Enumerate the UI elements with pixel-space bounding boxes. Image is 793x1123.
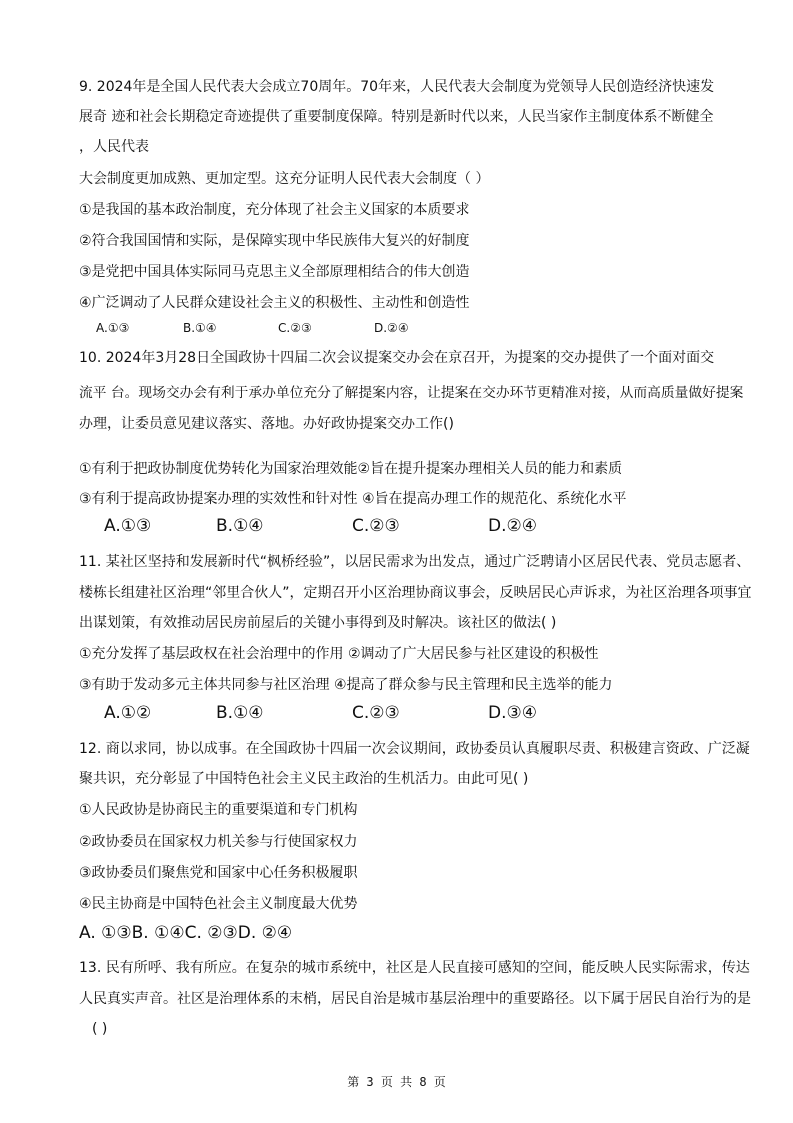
q11-option-d: D.③④ [488, 703, 537, 723]
q12-stem-line-2: 聚共识，充分彰显了中国特色社会主义民主政治的生机活力。由此可见( ) [79, 771, 529, 787]
q13-stem-line-1: 13. 民有所呼、我有所应。在复杂的城市系统中，社区是人民直接可感知的空间，能反映人民实际需求，传达 [79, 960, 750, 976]
q11-statement-3-4: ③有助于发动多元主体共同参与社区治理 ④提高了群众参与民主管理和民主选举的能力 [79, 677, 613, 693]
q9-option-b: B.①④ [183, 321, 217, 335]
q10-option-b: B.①④ [216, 516, 264, 536]
q11-option-c: C.②③ [352, 703, 400, 723]
q13-stem-line-2: 人民真实声音。社区是治理体系的末梢，居民自治是城市基层治理中的重要路径。以下属于居民自治行为的是 [79, 991, 751, 1007]
page-footer: 第 3 页 共 8 页 [347, 1075, 446, 1089]
q9-statement-3: ③是党把中国具体实际同马克思主义全部原理相结合的伟大创造 [79, 264, 470, 280]
q9-option-c: C.②③ [278, 321, 312, 335]
q9-stem-line-1: 9. 2024年是全国人民代表大会成立70周年。70年来，人民代表大会制度为党领导人民创造经济快速发 [79, 79, 715, 95]
q9-stem-line-3: ，人民代表 [79, 139, 149, 155]
q9-option-a: A.①③ [96, 321, 130, 335]
q12-statement-1: ①人民政协是协商民主的重要渠道和专门机构 [79, 802, 358, 818]
q10-option-d: D.②④ [488, 516, 537, 536]
q12-stem-line-1: 12. 商以求同，协以成事。在全国政协十四届一次会议期间，政协委员认真履职尽责、积极建言资政、广泛凝 [79, 741, 750, 757]
q11-stem-line-3: 出谋划策，有效推动居民房前屋后的关键小事得到及时解决。该社区的做法( ) [79, 615, 557, 631]
q9-statement-4: ④广泛调动了人民群众建设社会主义的积极性、主动性和创造性 [79, 295, 470, 311]
q10-option-a: A.①③ [104, 516, 152, 536]
q10-option-c: C.②③ [352, 516, 400, 536]
q10-statement-1-2: ①有利于把政协制度优势转化为国家治理效能②旨在提升提案办理相关人员的能力和素质 [79, 461, 623, 477]
q9-option-d: D.②④ [374, 321, 409, 335]
q12-options: A. ①③B. ①④C. ②③D. ②④ [79, 923, 293, 943]
q10-stem-line-2: 流平 台。现场交办会有利于承办单位充分了解提案内容，让提案在交办环节更精准对接，从而高质量做好提案 [79, 385, 744, 401]
q10-stem-line-1: 10. 2024年3月28日全国政协十四届二次会议提案交办会在京召开，为提案的交办提供了一个面对面交 [79, 350, 715, 366]
q9-stem-line-2: 展奇 迹和社会长期稳定奇迹提供了重要制度保障。特别是新时代以来，人民当家作主制度体系不断健全 [79, 109, 714, 125]
q10-stem-line-3: 办理，让委员意见建议落实、落地。办好政协提案交办工作() [79, 416, 454, 432]
q12-statement-3: ③政协委员们聚焦党和国家中心任务积极履职 [79, 865, 358, 881]
q11-stem-line-1: 11. 某社区坚持和发展新时代“枫桥经验”，以居民需求为出发点，通过广泛聘请小区居民代表、党员志愿者、 [79, 554, 751, 570]
q12-statement-4: ④民主协商是中国特色社会主义制度最大优势 [79, 896, 358, 912]
q9-statement-1: ①是我国的基本政治制度，充分体现了社会主义国家的本质要求 [79, 202, 470, 218]
q12-statement-2: ②政协委员在国家权力机关参与行使国家权力 [79, 834, 358, 850]
q13-stem-line-3: ( ) [92, 1021, 108, 1037]
q11-stem-line-2: 楼栋长组建社区治理“邻里合伙人”，定期召开小区治理协商议事会，反映居民心声诉求，为社区治理各项事宜 [79, 585, 752, 601]
q11-statement-1-2: ①充分发挥了基层政权在社会治理中的作用 ②调动了广大居民参与社区建设的积极性 [79, 646, 599, 662]
q11-option-a: A.①② [104, 703, 152, 723]
q9-statement-2: ②符合我国国情和实际，是保障实现中华民族伟大复兴的好制度 [79, 233, 470, 249]
q10-statement-3-4: ③有利于提高政协提案办理的实效性和针对性 ④旨在提高办理工作的规范化、系统化水平 [79, 491, 627, 507]
q11-option-b: B.①④ [216, 703, 264, 723]
q9-stem-line-4: 大会制度更加成熟、更加定型。这充分证明人民代表大会制度（ ） [79, 171, 490, 187]
